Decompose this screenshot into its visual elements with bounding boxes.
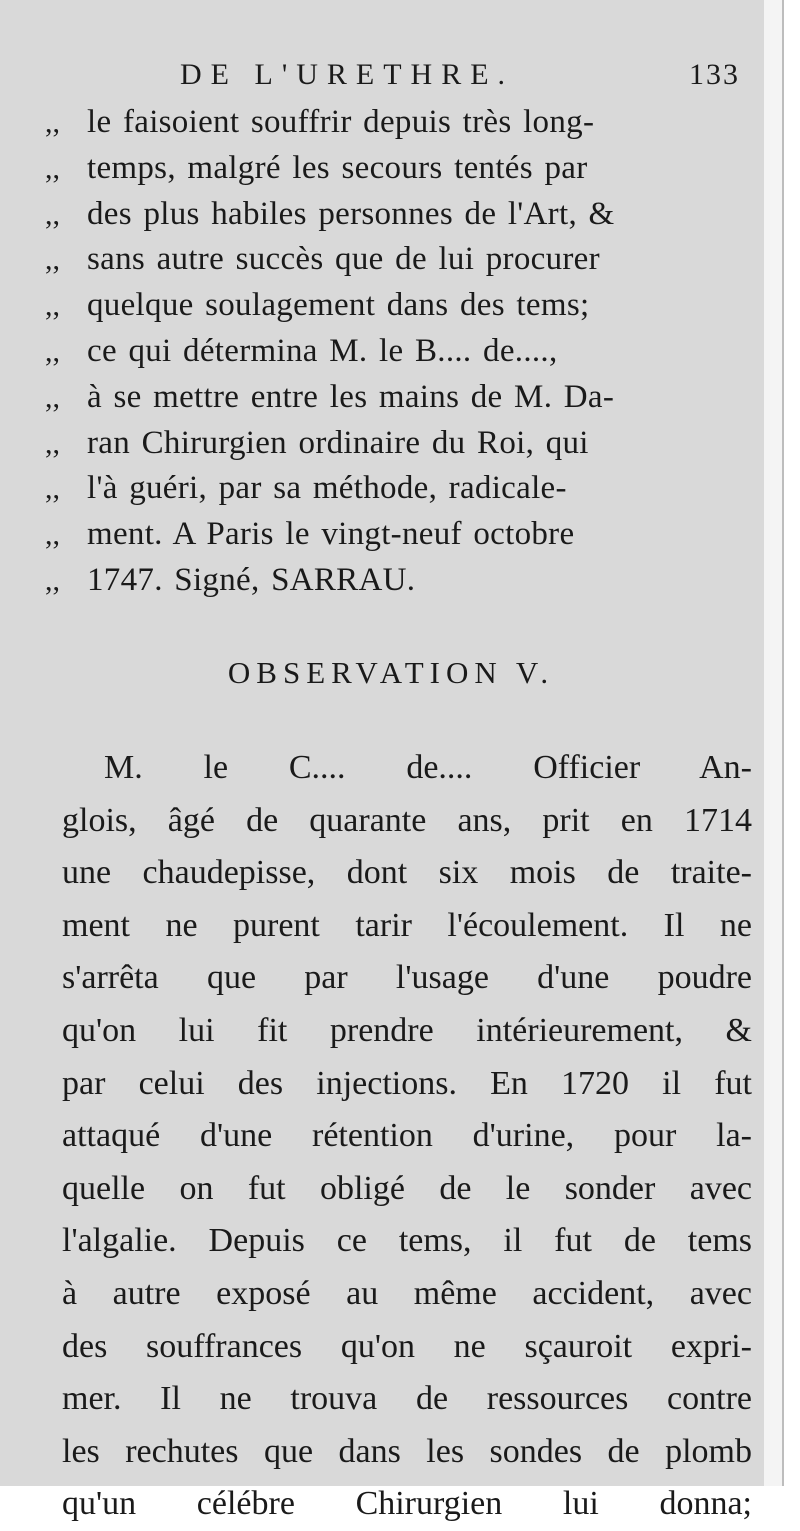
- quote-mark: ,,: [45, 289, 60, 323]
- quote-mark: ,,: [45, 472, 60, 506]
- quote-text: le faisoient souffrir depuis très long-: [87, 104, 595, 140]
- text-line: quelle on fut obligé de le sonder avec: [62, 1169, 752, 1207]
- quote-text: 1747. Signé, SARRAU.: [87, 561, 416, 598]
- text-line: qu'un célébre Chirurgien lui donna;: [62, 1485, 752, 1523]
- quote-line: [45, 329, 745, 375]
- quote-mark: ,,: [45, 380, 60, 414]
- quote-line: [45, 558, 745, 604]
- text-line: glois, âgé de quarante ans, prit en 1714: [62, 801, 752, 839]
- quote-text: l'à guéri, par sa méthode, radicale-: [87, 470, 567, 507]
- quote-text: temps, malgré les secours tentés par: [87, 149, 588, 186]
- text-line: à autre exposé au même accident, avec: [62, 1274, 752, 1312]
- text-line: par celui des injections. En 1720 il fut: [62, 1064, 752, 1102]
- text-line: les rechutes que dans les sondes de plomb: [62, 1432, 752, 1470]
- quote-line: [45, 100, 745, 146]
- quote-line: [45, 192, 745, 238]
- page-edge: [764, 0, 782, 1486]
- text-line: qu'on lui fit prendre intérieurement, &: [62, 1011, 752, 1049]
- quote-text: des plus habiles personnes de l'Art, &: [87, 195, 615, 232]
- running-title: DE L'URETHRE.: [180, 58, 515, 91]
- text-line: s'arrêta que par l'usage d'une poudre: [62, 959, 752, 997]
- running-head: [180, 58, 740, 94]
- text-line: mer. Il ne trouva de ressources contre: [62, 1380, 752, 1418]
- quote-line: [45, 421, 745, 467]
- quote-mark: ,,: [45, 151, 60, 185]
- text-line: des souffrances qu'on ne sçauroit expri-: [62, 1327, 752, 1365]
- quoted-certificate: [45, 100, 745, 604]
- quote-line: [45, 512, 745, 558]
- quote-line: [45, 466, 745, 512]
- text-line: ment ne purent tarir l'écoulement. Il ne: [62, 906, 752, 944]
- quote-mark: ,,: [45, 334, 60, 368]
- text-line: l'algalie. Depuis ce tems, il fut de tems: [62, 1222, 752, 1260]
- quote-mark: ,,: [45, 426, 60, 460]
- quote-text: sans autre succès que de lui procurer: [87, 241, 600, 278]
- text-line: M. le C.... de.... Officier An-: [104, 749, 752, 786]
- quote-mark: ,,: [45, 197, 60, 231]
- section-heading: OBSERVATION V.: [227, 655, 555, 690]
- quote-mark: ,,: [45, 518, 60, 552]
- quote-text: quelque soulagement dans des tems;: [87, 287, 590, 324]
- body-text: [62, 742, 752, 1531]
- quote-line: [45, 283, 745, 329]
- text-line: attaqué d'une rétention d'urine, pour la-: [62, 1117, 752, 1155]
- quote-line: [45, 146, 745, 192]
- quote-text: à se mettre entre les mains de M. Da-: [87, 378, 615, 415]
- quote-text: ran Chirurgien ordinaire du Roi, qui: [87, 424, 589, 461]
- quote-line: [45, 375, 745, 421]
- quote-line: [45, 237, 745, 283]
- quote-mark: ,,: [45, 563, 60, 597]
- quote-text: ce qui détermina M. le B.... de....,: [87, 332, 558, 369]
- page-number: 133: [689, 58, 740, 91]
- quote-text: ment. A Paris le vingt-neuf octobre: [87, 516, 575, 553]
- text-line: une chaudepisse, dont six mois de traite-: [62, 854, 752, 892]
- quote-mark: ,,: [45, 106, 60, 139]
- quote-mark: ,,: [45, 243, 60, 277]
